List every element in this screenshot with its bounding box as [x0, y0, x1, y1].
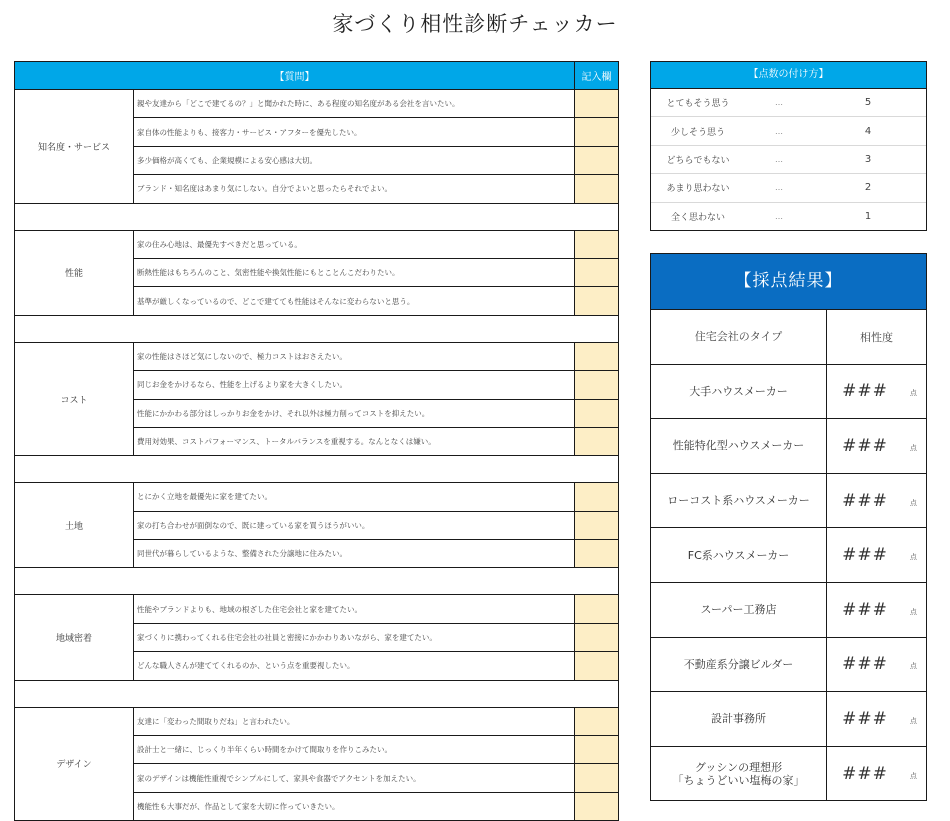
result-row — [651, 691, 926, 746]
result-row — [651, 746, 926, 801]
score-input-cell[interactable] — [575, 427, 619, 455]
score-input-cell[interactable] — [575, 258, 619, 286]
category-label: コスト — [15, 342, 134, 456]
result-row — [651, 527, 926, 582]
scoring-points: 2 — [864, 182, 872, 194]
scoring-label: 全く思わない — [670, 212, 725, 223]
affinity-score: ### — [842, 654, 888, 675]
question-text: 家自体の性能よりも、接客力・サービス・アフターを優先したい。 — [134, 118, 575, 146]
question-text: 同世代が暮らしているような、整備された分譲地に住みたい。 — [134, 540, 575, 568]
category-label: 土地 — [15, 483, 134, 568]
score-unit: 点 — [909, 771, 917, 780]
question-text: 基準が厳しくなっているので、どこで建てても性能はそんなに変わらないと思う。 — [134, 287, 575, 315]
affinity-cell — [827, 528, 926, 582]
result-row — [651, 582, 926, 637]
question-row — [15, 90, 619, 118]
affinity-score: ### — [842, 708, 888, 729]
section-spacer — [15, 680, 619, 707]
question-text: 機能性も大事だが、作品として家を大切に作っていきたい。 — [134, 792, 575, 820]
company-type: ローコスト系ハウスメーカー — [651, 474, 827, 528]
question-text: とにかく立地を最優先に家を建てたい。 — [134, 483, 575, 511]
score-input-cell[interactable] — [575, 342, 619, 370]
score-input-cell[interactable] — [575, 623, 619, 651]
scoring-label: どちらでもない — [666, 155, 730, 166]
score-input-cell[interactable] — [575, 90, 619, 118]
scoring-dots: … — [775, 154, 783, 164]
affinity-score: ### — [842, 381, 888, 402]
score-unit: 点 — [909, 716, 917, 725]
company-type: 大手ハウスメーカー — [651, 365, 827, 419]
result-row — [651, 473, 926, 528]
result-row — [651, 364, 926, 419]
scoring-dots: … — [775, 126, 783, 136]
company-type: 性能特化型ハウスメーカー — [651, 419, 827, 473]
scoring-row — [651, 174, 926, 202]
score-input-cell[interactable] — [575, 399, 619, 427]
question-row — [15, 595, 619, 623]
results-panel — [650, 253, 927, 801]
company-type: スーパー工務店 — [651, 583, 827, 637]
scoring-label: 少しそう思う — [670, 127, 725, 138]
score-input-cell[interactable] — [575, 736, 619, 764]
affinity-score: ### — [842, 763, 888, 784]
result-row — [651, 418, 926, 473]
question-text: 性能やブランドよりも、地域の根ざした住宅会社と家を建てたい。 — [134, 595, 575, 623]
score-input-cell[interactable] — [575, 792, 619, 820]
question-text: 親や友達から「どこで建てるの？」と聞かれた時に、ある程度の知名度がある会社を言いたい。 — [134, 90, 575, 118]
scoring-legend-header: 【点数の付け方】 — [651, 62, 926, 89]
question-text: 同じお金をかけるなら、性能を上げるより家を大きくしたい。 — [134, 371, 575, 399]
question-text: 友達に「変わった間取りだね」と言われたい。 — [134, 707, 575, 735]
scoring-dots: … — [775, 98, 783, 108]
scoring-points: 1 — [864, 210, 872, 222]
question-text: 家の住み心地は、最優先すべきだと思っている。 — [134, 230, 575, 258]
result-row — [651, 637, 926, 692]
affinity-cell — [827, 747, 926, 801]
section-spacer — [15, 568, 619, 595]
scoring-row — [651, 117, 926, 145]
section-spacer — [15, 456, 619, 483]
question-text: ブランド・知名度はあまり気にしない。自分でよいと思ったらそれでよい。 — [134, 175, 575, 203]
question-header: 【質問】 — [15, 62, 575, 90]
score-input-cell[interactable] — [575, 595, 619, 623]
question-text: 設計士と一緒に、じっくり半年くらい時間をかけて間取りを作りこみたい。 — [134, 736, 575, 764]
question-text: どんな職人さんが建ててくれるのか、という点を重要視したい。 — [134, 652, 575, 680]
affinity-score: ### — [842, 545, 888, 566]
affinity-cell — [827, 638, 926, 692]
score-unit: 点 — [909, 498, 917, 507]
question-row — [15, 230, 619, 258]
scoring-legend — [650, 61, 927, 231]
score-input-cell[interactable] — [575, 540, 619, 568]
question-text: 性能にかかわる部分はしっかりお金をかけ、それ以外は極力削ってコストを抑えたい。 — [134, 399, 575, 427]
score-unit: 点 — [909, 389, 917, 398]
score-input-cell[interactable] — [575, 287, 619, 315]
section-spacer — [15, 203, 619, 230]
scoring-row — [651, 89, 926, 117]
column-affinity-label: 相性度 — [860, 330, 893, 344]
affinity-score: ### — [842, 435, 888, 456]
category-label: デザイン — [15, 707, 134, 821]
scoring-label: とてもそう思う — [666, 99, 730, 110]
affinity-cell — [827, 474, 926, 528]
section-spacer — [15, 315, 619, 342]
scoring-points: 5 — [864, 97, 872, 109]
score-unit: 点 — [909, 607, 917, 616]
affinity-cell — [827, 365, 926, 419]
question-text: 家づくりに携わってくれる住宅会社の社員と密接にかかわりあいながら、家を建てたい。 — [134, 623, 575, 651]
score-unit: 点 — [909, 553, 917, 562]
question-text: 費用対効果、コストパフォーマンス、トータルバランスを重視する。なんとなくは嫌い。 — [134, 427, 575, 455]
scoring-points: 3 — [864, 153, 872, 165]
question-row — [15, 707, 619, 735]
score-input-cell[interactable] — [575, 707, 619, 735]
score-input-cell[interactable] — [575, 764, 619, 792]
question-row — [15, 483, 619, 511]
score-input-cell[interactable] — [575, 118, 619, 146]
scoring-row — [651, 146, 926, 174]
question-text: 家の性能はさほど気にしないので、極力コストはおさえたい。 — [134, 342, 575, 370]
company-type: 設計事務所 — [651, 692, 827, 746]
company-type: FC系ハウスメーカー — [651, 528, 827, 582]
question-text: 家のデザインは機能性重視でシンプルにして、家具や食器でアクセントを加えたい。 — [134, 764, 575, 792]
affinity-score: ### — [842, 490, 888, 511]
affinity-score: ### — [842, 599, 888, 620]
scoring-dots: … — [775, 183, 783, 193]
question-text: 家の打ち合わせが面倒なので、既に建っている家を買うほうがいい。 — [134, 511, 575, 539]
question-row — [15, 342, 619, 370]
company-type: グッシンの理想形 「ちょうどいい塩梅の家」 — [651, 747, 827, 801]
category-label: 知名度・サービス — [15, 90, 134, 204]
score-input-cell[interactable] — [575, 511, 619, 539]
questionnaire-table — [14, 61, 619, 821]
question-text: 断熱性能はもちろんのこと、気密性能や換気性能にもとことんこだわりたい。 — [134, 258, 575, 286]
score-input-cell[interactable] — [575, 230, 619, 258]
question-text: 多少価格が高くても、企業規模による安心感は大切。 — [134, 146, 575, 174]
score-unit: 点 — [909, 662, 917, 671]
scoring-points: 4 — [864, 125, 872, 137]
scoring-row — [651, 203, 926, 230]
score-input-cell[interactable] — [575, 371, 619, 399]
input-header: 記入欄 — [575, 62, 619, 90]
company-type: 不動産系分譲ビルダー — [651, 638, 827, 692]
affinity-cell — [827, 419, 926, 473]
category-label: 性能 — [15, 230, 134, 315]
scoring-dots: … — [775, 211, 783, 221]
score-unit: 点 — [909, 443, 917, 452]
affinity-cell — [827, 583, 926, 637]
column-type-label: 住宅会社のタイプ — [651, 310, 827, 364]
category-label: 地域密着 — [15, 595, 134, 680]
results-header: 【採点結果】 — [651, 254, 926, 309]
score-input-cell[interactable] — [575, 652, 619, 680]
page-title: 家づくり相性診断チェッカー — [332, 12, 618, 36]
score-input-cell[interactable] — [575, 483, 619, 511]
score-input-cell[interactable] — [575, 175, 619, 203]
score-input-cell[interactable] — [575, 146, 619, 174]
scoring-label: あまり思わない — [666, 184, 730, 195]
affinity-cell — [827, 692, 926, 746]
results-column-header — [651, 309, 926, 364]
